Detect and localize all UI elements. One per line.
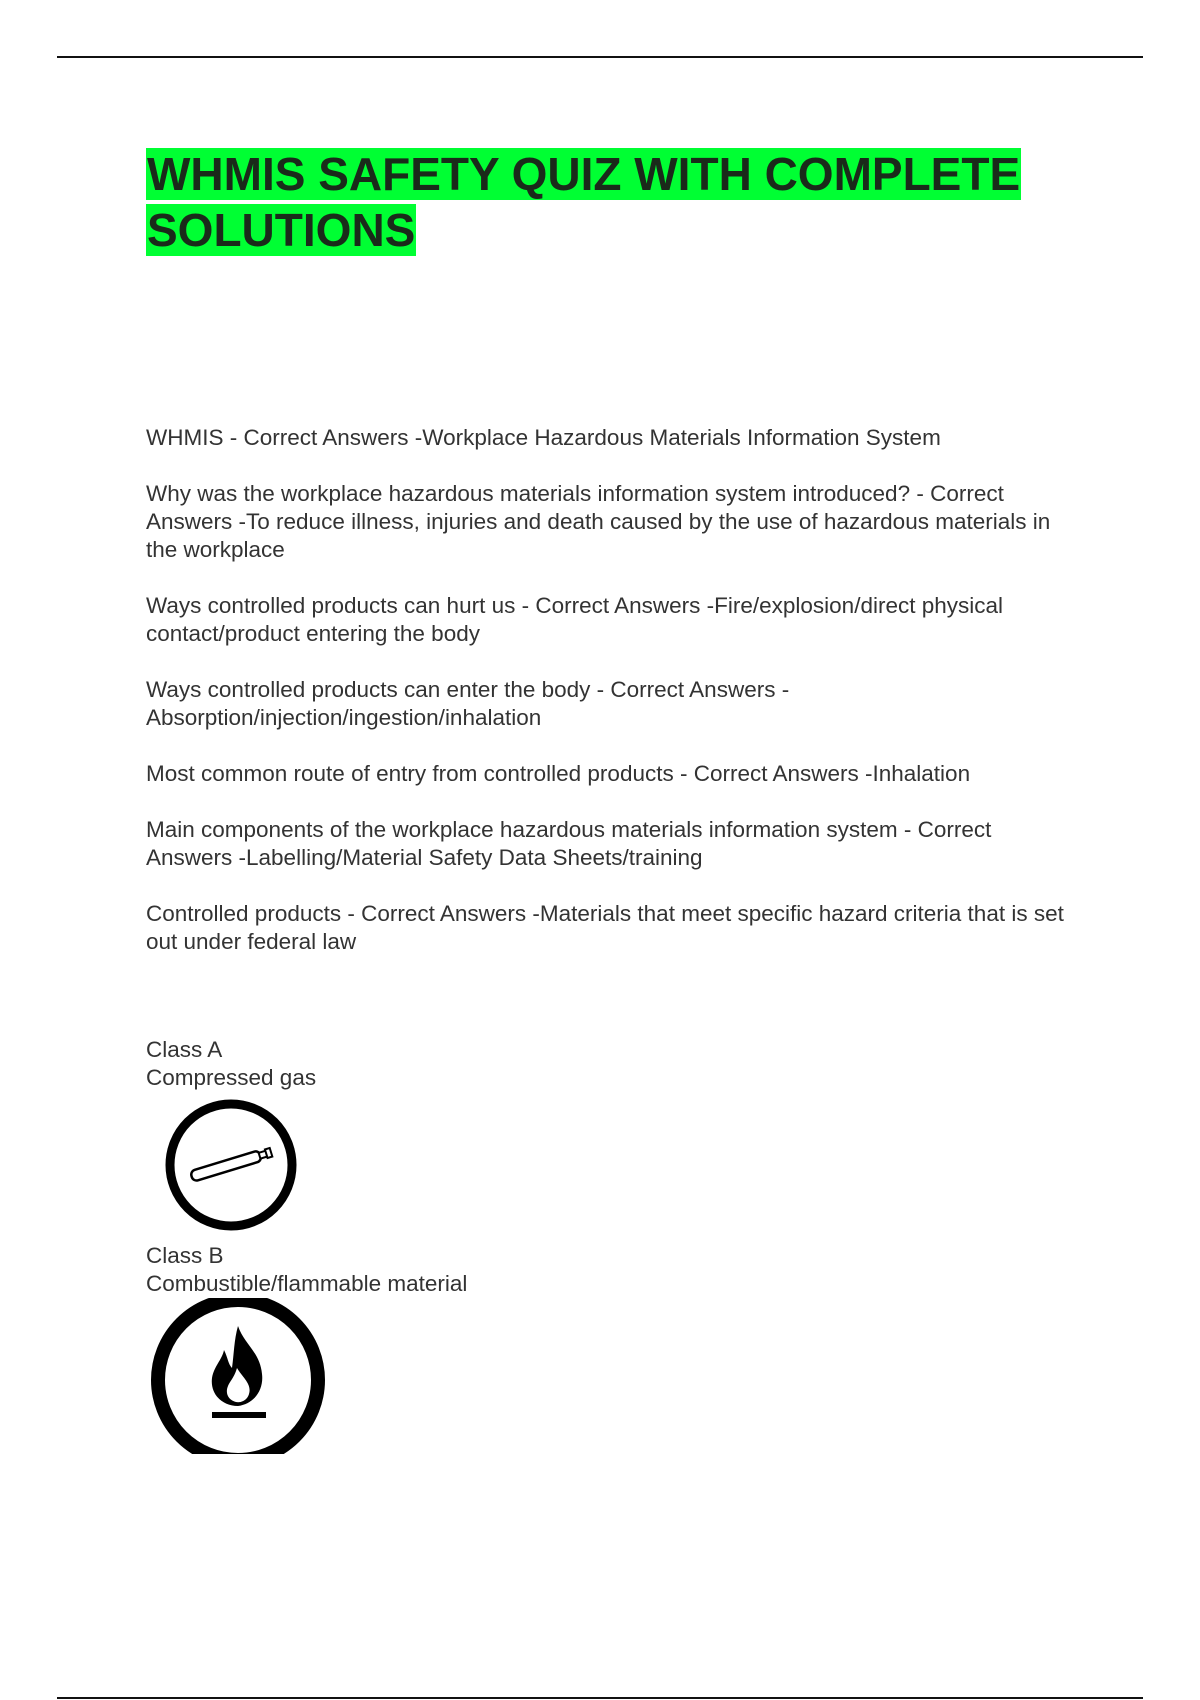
qa-item: Main components of the workplace hazardous materials information system - Correct Answers -Labelling/Material Safety Data Sheets/training <box>146 817 992 870</box>
qa-list <box>146 424 1076 984</box>
class-b-label: Class B <box>146 1243 224 1268</box>
class-a-block <box>146 1036 746 1234</box>
bottom-rule <box>57 1697 1143 1699</box>
title-block <box>146 146 1086 258</box>
class-b-name: Combustible/flammable material <box>146 1271 468 1296</box>
compressed-gas-cylinder-icon <box>162 1096 300 1234</box>
hazard-classes <box>146 1036 746 1454</box>
top-rule <box>57 56 1143 58</box>
qa-item: Ways controlled products can enter the body - Correct Answers -Absorption/injection/ingestion/inhalation <box>146 677 790 730</box>
page-title <box>146 146 1086 258</box>
qa-item: WHMIS - Correct Answers -Workplace Hazardous Materials Information System <box>146 425 941 450</box>
qa-item: Most common route of entry from controlled products - Correct Answers -Inhalation <box>146 761 971 786</box>
qa-item: Controlled products - Correct Answers -Materials that meet specific hazard criteria that is set out under federal law <box>146 901 1064 954</box>
class-a-name: Compressed gas <box>146 1065 317 1090</box>
class-a-label: Class A <box>146 1037 223 1062</box>
page-title-text: WHMIS SAFETY QUIZ WITH COMPLETE SOLUTIONS <box>147 148 1021 256</box>
qa-item: Why was the workplace hazardous materials information system introduced? - Correct Answers -To reduce illness, injuries and death caused by the use of hazardous materials in the workplace <box>146 481 1051 562</box>
flame-icon <box>148 1298 328 1454</box>
qa-item: Ways controlled products can hurt us - Correct Answers -Fire/explosion/direct physical contact/product entering the body <box>146 593 1003 646</box>
class-b-block <box>146 1242 746 1454</box>
